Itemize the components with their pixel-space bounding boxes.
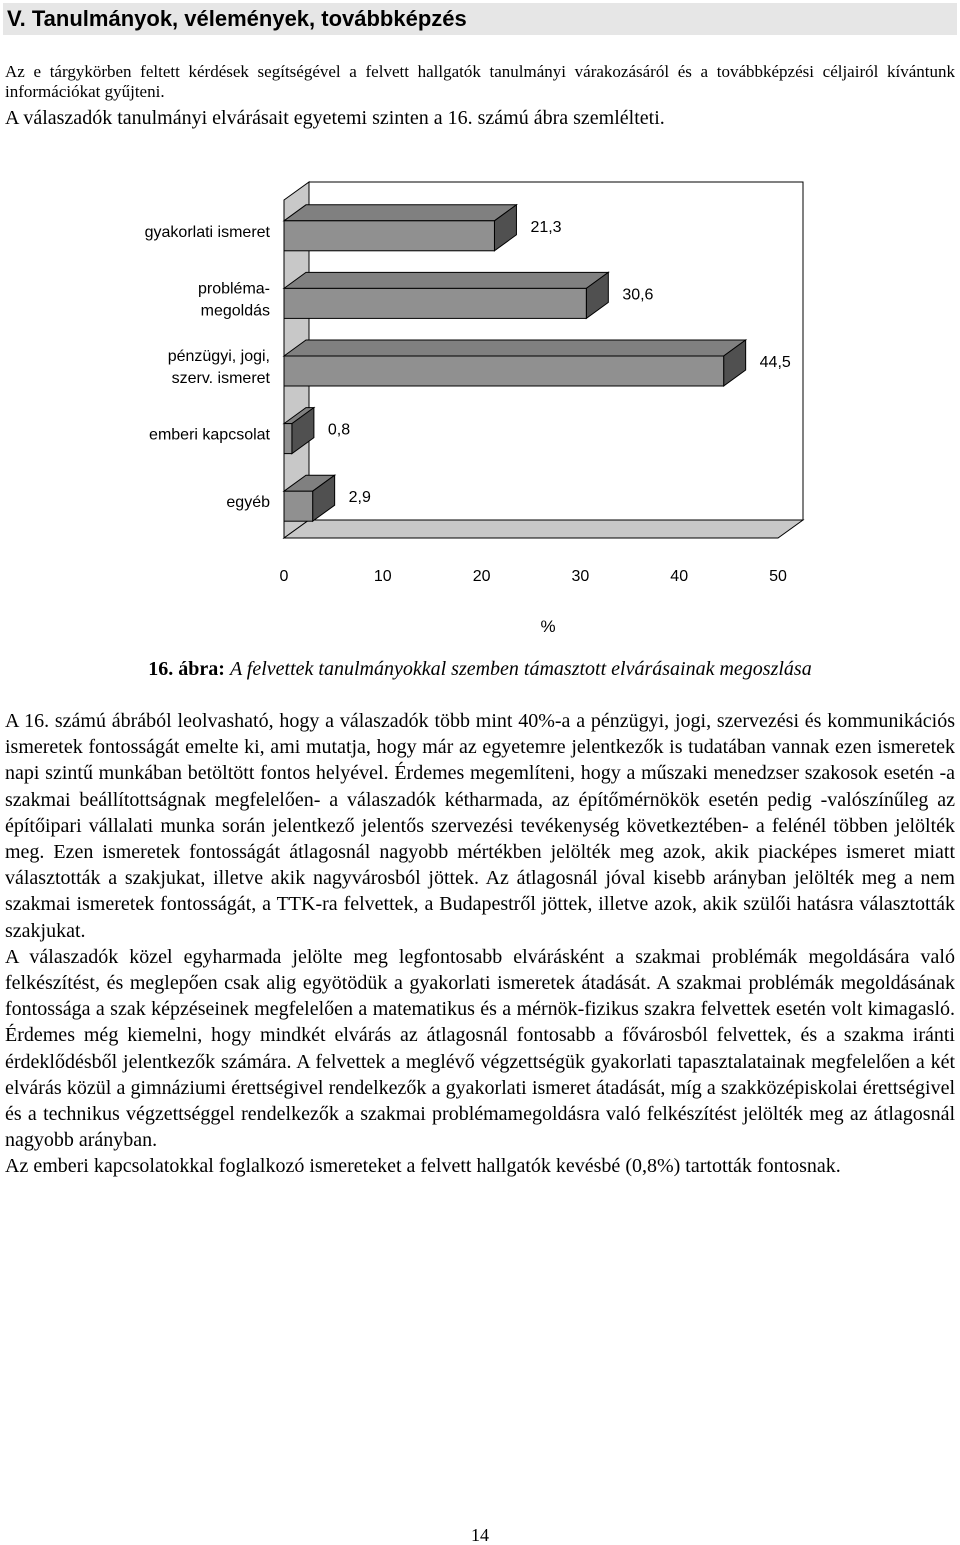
body-text (5, 708, 955, 1180)
bar-front-face (284, 288, 586, 318)
bar-front-face (284, 424, 292, 454)
body-paragraph-2: A válaszadók közel egyharmada jelölte meg legfontosabb elvárásként a szakmai problémák megoldására való felkészítést, és meglepően csak alig egyötödük a gyakorlati ismeretek átadását. A szakmai problémák megoldásának fontossága a szak képzéseinek megfelelően a matematikus és a mérnök-fizikus szakra felvettek esetén volt kimagasló. Érdemes még kiemelni, hogy mindkét elvárás az átlagosnál fontosabb a fővárosból felvettek, és a szakma iránti érdeklődésből jelentkezők számára. A felvettek a meglévő végzettségük gyakorlati tapasztalatainak megfelelően a két elvárás közül a gimnáziumi érettségivel rendelkezők a gyakorlati ismeret átadását, míg a szakközépiskolai érettségivel és a technikus végzettséggel rendelkezők a szakmai problémamegoldásra való felkészítést jelölték meg az átlagosnál nagyobb arányban. (5, 945, 955, 1152)
x-tick-label: 30 (571, 568, 590, 585)
x-tick-label: 40 (670, 568, 689, 585)
bar-front-face (284, 491, 313, 521)
bar-front-face (284, 221, 494, 251)
page-number: 14 (471, 1525, 489, 1545)
bar-top-face (284, 205, 516, 221)
body-paragraph-1: A 16. számú ábrából leolvasható, hogy a válaszadók több mint 40%-a a pénzügyi, jogi, szervezési és kommunikációs ismeretek fontosságát emelte ki, ami mutatja, hogy már az egyetemre jelentkezők is tudatában vannak ezen ismeretek napi szintű munkában betöltött fontos helyével. Érdemes megemlíteni, hogy a műszaki menedzser szakosok esetén -a szakmai beállítottságnak megfelelően- a válaszadók kétharmada, az építőmérnökök esetén pedig -valószínűleg az építőipari vállalati munka során jelentkező jelentős szervezési tevékenység következtében- a felénél többen jelölték meg. Ezen ismeretek fontosságát átlagosnál nagyobb mértékben jelölték meg azok, akik piacképes ismeret miatt választották a szakjukat, illetve akik nagyvárosból jöttek. Az átlagosnál jóval kisebb arányban jelölték meg a nem szakmai ismeretek fontosságát, a TTK-ra felvettek, a Budapestről jöttek, illetve azok, akik szülői hatásra választották szakjukat. (5, 710, 955, 942)
bar-value-label: 21,3 (530, 218, 562, 236)
intro-figure-reference: A válaszadók tanulmányi elvárásait egyetemi szinten a 16. számú ábra szemlélteti. (5, 107, 665, 129)
bar-chart-svg (0, 170, 960, 640)
bar-value-label: 2,9 (348, 489, 371, 507)
bar-value-label: 44,5 (759, 354, 791, 371)
bar-value-label: 0,8 (327, 421, 351, 439)
bar-front-face (284, 356, 724, 386)
body-paragraph-3: Az emberi kapcsolatokkal foglalkozó ismereteket a felvett hallgatók kevésbé (0,8%) tartották fontosnak. (5, 1155, 841, 1178)
category-label: emberi kapcsolat (149, 426, 270, 444)
bar-top-face (284, 272, 608, 288)
category-label: egyéb (226, 494, 270, 512)
figure-caption-text: A felvettek tanulmányokkal szemben támasztott elvárásainak megoszlása (229, 658, 812, 680)
category-label: megoldás (200, 302, 270, 320)
section-heading: V. Tanulmányok, vélemények, továbbképzés (3, 3, 957, 35)
category-label: pénzügyi, jogi, (167, 348, 270, 365)
bar-value-label: 30,6 (622, 286, 654, 304)
figure-16-chart (0, 170, 960, 640)
x-tick-label: 20 (472, 568, 491, 585)
x-tick-label: 0 (279, 568, 289, 585)
x-tick-label: 50 (769, 568, 787, 585)
x-axis-title: % (540, 617, 556, 636)
category-label: gyakorlati ismeret (144, 223, 270, 241)
intro-paragraph: Az e tárgykörben feltett kérdések segítségével a felvett hallgatók tanulmányi várakozásáról és a továbbképzési céljairól kívántunk információkat gyűjteni. (5, 62, 955, 101)
figure-caption-number: 16. ábra: (148, 658, 225, 680)
x-tick-label: 10 (373, 568, 392, 585)
chart-floor (284, 520, 803, 538)
figure-caption (0, 656, 960, 682)
category-label: szerv. ismeret (171, 370, 270, 387)
category-label: probléma- (197, 280, 270, 298)
bar-top-face (284, 340, 746, 356)
